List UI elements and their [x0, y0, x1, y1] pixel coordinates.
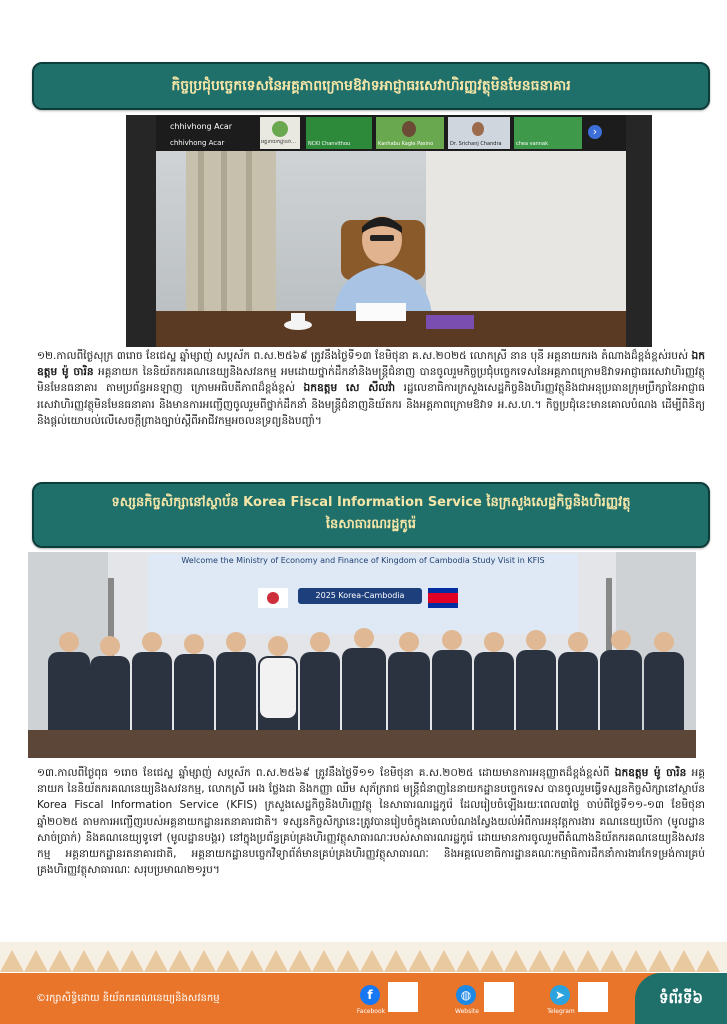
website-link[interactable] [456, 981, 516, 1017]
participant-tile: អគ្គនាយកដ្ឋានចំ... [260, 117, 300, 149]
footer [0, 973, 727, 1024]
next-participants-button[interactable]: › [588, 125, 602, 139]
participant-tile: Dr. Srichanj Chandra [448, 117, 510, 149]
avatar [472, 122, 484, 136]
qr-code-icon [388, 982, 418, 1012]
telegram-link[interactable] [547, 981, 610, 1017]
paragraph-text: រដ្ឋលេខាធិការក្រសួងសេដ្ឋកិច្ចនិងហិរញ្ញវត្ថុនិងជាអនុប្រធានក្រុមប្រឹក្សានៃអាជ្ញាធរសេវាហិរញ្ញវត្ថុមិនមែនធនាគារ និងមានការអញ្ជើញចូលរួមពីថ្នាក់ដឹកនាំ និងមន្ត្រីជំនាញនិយ័តករ និងអគ្គភាពក្រោមឱវាទ អ.ស.ហ.។ កិច្ចប្រជុំនេះមានគោលបំណង ដើម្បីពិនិត្យ និងផ្តល់យោបល់លើសេចក្តីព្រាងច្បាប់ស្តីពីអាជីវកម្មអចលនទ្រព្យនិងបញ្ចាំ។ [37, 382, 705, 427]
section-title-line: ទស្សនកិច្ចសិក្សានៅស្ថាប័ន Korea Fiscal Information Service នៃក្រសួងសេដ្ឋកិច្ចនិងហិរញ្ញវត្ថុ [111, 495, 631, 510]
facebook-link[interactable] [356, 981, 420, 1017]
official-name: ឯកឧត្តម សេ សីលវ៉ា [303, 382, 396, 395]
official-name: ឯកឧត្តម ម៉ូ ចារិន [614, 767, 687, 779]
avatar [402, 121, 416, 137]
screen-tag: 2025 Korea-Cambodia [298, 588, 422, 604]
group-illustration [28, 552, 696, 758]
participant-tile: Kanhabu Kagle Pasino [376, 117, 444, 149]
globe-icon: ◍ [456, 985, 476, 1005]
telegram-icon: ➤ [550, 985, 570, 1005]
official-name: ឯកឧត្តម ម៉ូ ចារិន [37, 350, 705, 379]
paragraph-text: អគ្គនាយក នៃនិយ័តករគណនេយ្យនិងសវនកម្ម អមដោយថ្នាក់ដឹកនាំនិងមន្ត្រីជំនាញ បានចូលរួមកិច្ចប្រជុំបច្ចេកទេសនៃអគ្គភាពក្រោមឱវាទអាជ្ញាធរសេវាហិរញ្ញវត្ថុមិនមែនធនាគារ តាមប្រព័ន្ធអនឡាញ ក្រោមអធិបតីភាពដ៏ខ្ពង់ខ្ពស់ [37, 366, 706, 395]
copyright-text: ©រក្សាសិទ្ធិដោយ និយ័តករគណនេយ្យនិងសវនកម្ម [36, 993, 220, 1004]
section-title-1: កិច្ចប្រជុំបច្ចេកទេសនៃអគ្គភាពក្រោមឱវាទអាជ្ញាធរសេវាហិរញ្ញវត្ថុមិនមែនធនាគារ [32, 62, 710, 110]
social-label: Facebook [356, 1008, 386, 1015]
group-photo [28, 552, 696, 758]
social-label: Telegram [547, 1008, 575, 1015]
paragraph-text: ១២.កាលពីថ្ងៃសុក្រ ៣រោច ខែជេស្ឋ ឆ្នាំម្សាញ់ សប្តស័ក ព.ស.២៥៦៩ ត្រូវនឹងថ្ងៃទី១៣ ខែមិថុនា គ.ស.២០២៥ លោកស្រី នាន បុនី អគ្គនាយករង តំណាងដ៏ខ្ពង់ខ្ពស់របស់ [37, 350, 692, 362]
facebook-icon: f [360, 985, 380, 1005]
qr-code-icon [484, 982, 514, 1012]
section-title-line: នៃសាធារណរដ្ឋកូរ៉េ [325, 517, 417, 532]
news-paragraph-12 [37, 348, 705, 429]
section-title-2 [32, 482, 710, 548]
screen-banner-text: Welcome the Ministry of Economy and Finance of Kingdom of Cambodia Study Visit in KFIS [181, 556, 545, 565]
participant-tile: NCKI Chanvithou [306, 117, 372, 149]
social-label: Website [455, 1008, 479, 1015]
news-paragraph-13 [37, 765, 705, 878]
paragraph-text: ១៣.កាលពីថ្ងៃពុធ ១រោច ខែជេស្ឋ ឆ្នាំម្សាញ់ សប្តស័ក ព.ស.២៥៦៩ ត្រូវនឹងថ្ងៃទី១១ ខែមិថុនា គ.ស.២០២៥ ដោយមានការអនុញ្ញាតដ៏ខ្ពង់ខ្ពស់ពី [37, 767, 615, 779]
qr-code-icon [578, 982, 608, 1012]
meeting-illustration [126, 115, 652, 347]
decorative-border [0, 942, 727, 972]
logo-icon [272, 121, 288, 137]
paragraph-text: អគ្គនាយក នៃនិយ័តករគណនេយ្យនិងសវនកម្ម, លោកស្រី អេង ថ្លែងដា និងកញ្ញា ឈឹម សុភ័ក្ររាជ មន្ត្រីជំនាញនៃនាយកដ្ឋានបច្ចេកទេស បានចូលរួមធ្វើទស្សនកិច្ចសិក្សានៅស្ថាប័ន Korea Fiscal Information Service (KFIS) ក្រសួងសេដ្ឋកិច្ចនិងហិរញ្ញវត្ថុ នៃសាធារណរដ្ឋកូរ៉េ ដែលរៀបចំឡើងរយៈពេល៣ថ្ងៃ ចាប់ពីថ្ងៃទី១១-១៣ ខែមិថុនា ឆ្នាំ២០២៥ តាមការអញ្ជើញរបស់អគ្គនាយកដ្ឋានរតនាគារជាតិ។ ទស្សនកិច្ចសិក្សានេះត្រូវបានរៀបចំក្នុងគោលបំណងស្វែងយល់អំពីការអនុវត្តការងារ គណនេយ្យបើកា (មូលដ្ឋានសាច់ប្រាក់) និងគណនេយ្យទូទៅ (មូលដ្ឋានបង្គរ) នៅក្នុងប្រព័ន្ធគ្រប់គ្រងហិរញ្ញវត្ថុសាធារណៈរបស់សាធារណរដ្ឋកូរ៉េ ដោយមានការចូលរួមពីតំណាងនិយ័តករគណនេយ្យនិងសវនកម្ម អគ្គនាយកដ្ឋានរតនាគារជាតិ, អគ្គនាយកដ្ឋានបច្ចេកវិទ្យាព័ត៌មានគ្រប់គ្រងហិរញ្ញវត្ថុសាធារណៈ និងអគ្គលេខាធិការដ្ឋានគណៈកម្មាធិការដឹកនាំការងារកែទម្រង់ការគ្រប់គ្រងហិរញ្ញវត្ថុសាធារណៈ សរុបប្រមាណ២១រូប។ [37, 767, 705, 877]
participant-tile: chhivhong Acar chhivhong Acar [170, 122, 233, 147]
participant-tile: chea vannak [514, 117, 582, 149]
page-number: ទំព័រទី៦ [635, 973, 727, 1024]
online-meeting-photo [126, 115, 652, 347]
